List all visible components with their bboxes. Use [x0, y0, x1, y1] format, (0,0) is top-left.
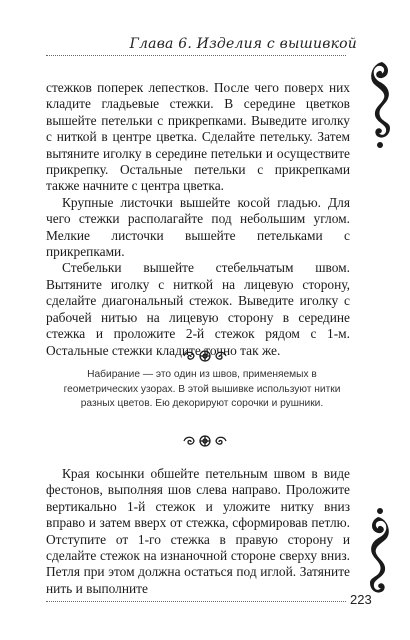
swirl-ornament-icon [360, 60, 400, 150]
floral-divider-icon [180, 349, 230, 363]
page-number: 223 [350, 592, 372, 607]
footer-dotted-rule [46, 601, 346, 602]
paragraph: стежков поперек лепестков. После чего поверх них кладите гладьевые стежки. В середине цветков вышейте петельки с прикрепками. Выведите иголку с ниткой в центре цветка. Сделайте петельку. Затем вытяните иголку в середине петельки и осуществите прикрепку. Остальные петельки с прикрепками также начните с центра цветка. [46, 80, 350, 194]
main-text-top [46, 80, 350, 359]
paragraph: Крупные листочки вышейте косой гладью. Для чего стежки располагайте под небольшим углом. Мелкие листочки вышейте петельками с прикрепками. [46, 194, 350, 260]
chapter-title: Глава 6. Изделия с вышивкой [129, 36, 357, 52]
main-text-bottom [46, 466, 350, 597]
section-divider [0, 434, 410, 453]
paragraph: Края косынки обшейте петельным швом в виде фестонов, выполняя шов слева направо. Проложите вертикально 1-й стежок и уложите нитку вниз вправо и затем вверх от стежка, сформировав петлю. Отступите от 1-го стежка в правую сторону и сделайте стежок на изнаночной стороне сверху вниз. Петля при этом должна остаться под иглой. Затяните нить и выполните [46, 466, 350, 596]
swirl-ornament-icon [360, 507, 400, 597]
floral-divider-icon [180, 434, 230, 448]
paragraph: Стебельки вышейте стебельчатым швом. Вытяните иголку с ниткой на лицевую сторону, сделайте диагональный стежок. Выведите иголку с рабочей нитью на лицевую сторону в середине стежка и проложите 2-й стежок рядом с 1-м. Остальные стежки кладите точно так же. [46, 260, 350, 358]
info-note: Набирание — это один из швов, применяемых в геометрических узорах. В этой вышивке используют нитки разных цветов. Ею декорируют сорочки и рушники. [63, 369, 341, 409]
header-dotted-rule [46, 55, 346, 56]
section-divider [0, 349, 410, 368]
running-header [0, 34, 410, 60]
